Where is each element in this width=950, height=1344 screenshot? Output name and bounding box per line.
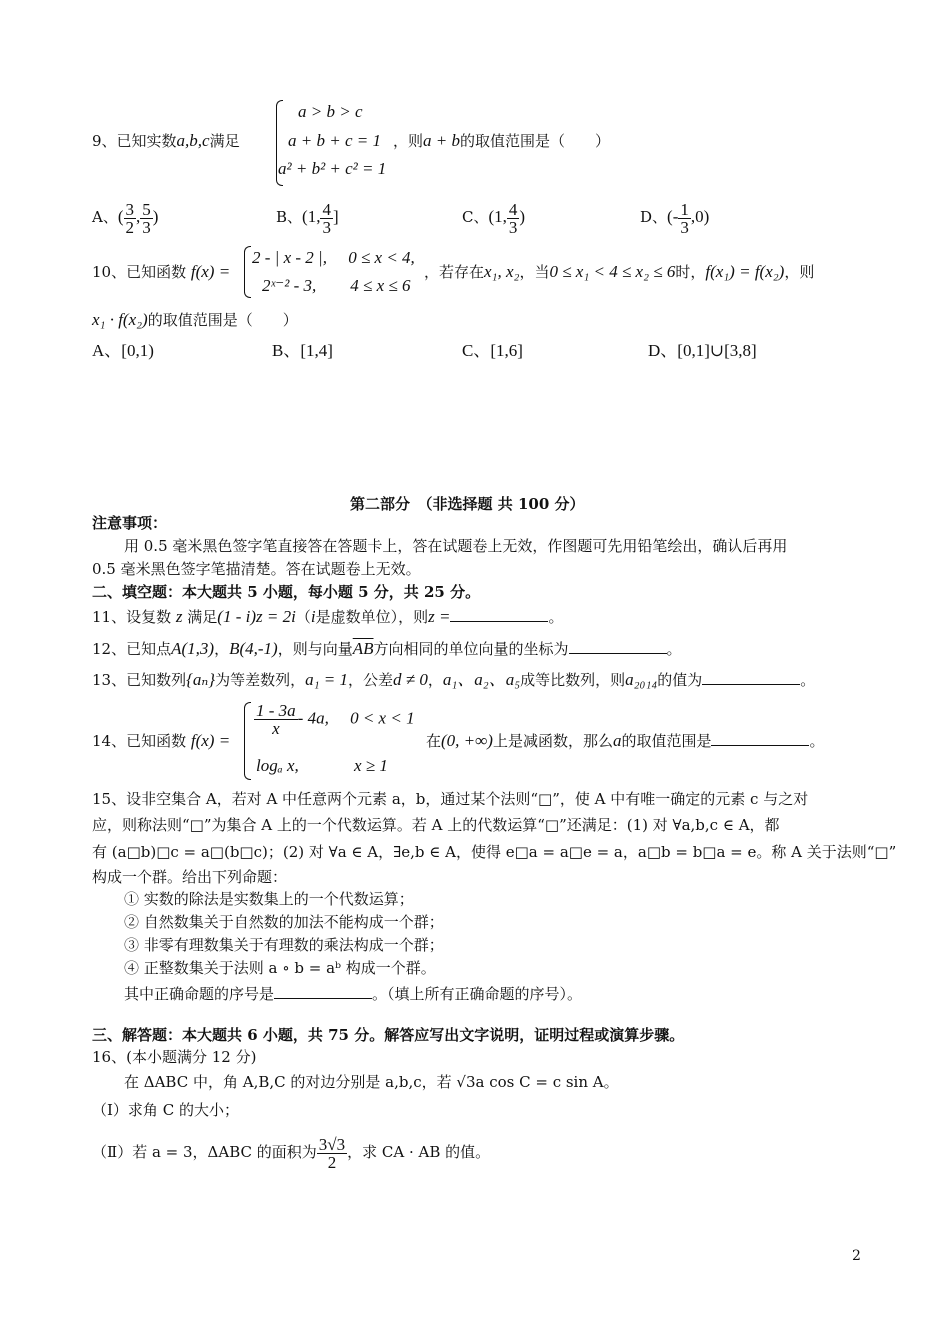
q9-opt-a-r: ) bbox=[152, 207, 159, 226]
q9-opt-d-label: D、 bbox=[640, 208, 668, 226]
q16-p2b: ，求 CA · AB 的值。 bbox=[347, 1143, 491, 1161]
q14-fx: f(x) = bbox=[190, 731, 231, 750]
q12 bbox=[92, 639, 682, 659]
q10-mid3: 时， bbox=[675, 263, 706, 281]
q10-case-2: 2ˣ⁻² - 3, 4 ≤ x ≤ 6 bbox=[262, 276, 411, 295]
q9-opt-d-r: ,0) bbox=[690, 207, 710, 226]
q9-vars: a,b,c bbox=[176, 131, 210, 150]
q9-opt-b-label: B、 bbox=[276, 208, 303, 226]
q14-c1r: - 4a, 0 < x < 1 bbox=[297, 708, 415, 728]
q11-b: 满足 bbox=[187, 608, 218, 626]
q10-cond: 0 ≤ x₁ < 4 ≤ x₂ ≤ 6 bbox=[549, 262, 676, 281]
q13-g: 的值为 bbox=[657, 671, 703, 689]
q12-sep: ， bbox=[214, 640, 230, 658]
q14-case-1 bbox=[254, 702, 415, 737]
q16-stem: 在 ΔABC 中，角 A,B,C 的对边分别是 a,b,c，若 √3a cos C = c sin A。 bbox=[124, 1073, 619, 1091]
q11-end: 。 bbox=[548, 608, 564, 626]
q13-c: ，公差 bbox=[348, 671, 394, 689]
q9-opt-a-label: A、 bbox=[92, 208, 118, 226]
q15-line-1: 15、设非空集合 A，若对 A 中任意两个元素 a，b，通过某个法则“□”，使 A 中有唯一确定的元素 c 与之对 bbox=[92, 790, 809, 808]
q12-b: ，则与向量 bbox=[277, 640, 353, 658]
q9-opt-d-l: (- bbox=[667, 207, 679, 226]
q16-frac bbox=[317, 1136, 347, 1171]
q9-prefix: 9、已知实数 bbox=[92, 132, 177, 150]
q11 bbox=[92, 607, 563, 627]
q9-tail: 的取值范围是（ ） bbox=[460, 132, 611, 150]
q11-c: （ bbox=[295, 608, 311, 626]
q10-prefix: 10、已知函数 bbox=[92, 263, 187, 281]
q14-case1-frac bbox=[254, 702, 298, 737]
q10-case-1: 2 - | x - 2 |, 0 ≤ x < 4, bbox=[252, 248, 415, 267]
q9-opt-a-f2d: 3 bbox=[142, 217, 151, 237]
q9-expr: a + b bbox=[423, 131, 460, 150]
q11-answer-blank[interactable] bbox=[450, 607, 548, 622]
q13-seq: {aₙ} bbox=[186, 670, 216, 689]
q9-opt-d-frac bbox=[678, 201, 691, 236]
q16-part-2 bbox=[92, 1132, 490, 1172]
q14-interval: (0, +∞) bbox=[441, 731, 493, 750]
q9-opt-a-sep: , bbox=[136, 207, 141, 226]
q13-f: 成等比数列，则 bbox=[520, 671, 626, 689]
q9-after: ，则 bbox=[393, 132, 424, 150]
q10-line2-tail: 的取值范围是（ ） bbox=[147, 311, 298, 329]
notice-body-2: 0.5 毫米黑色签字笔描清楚。答在试题卷上无效。 bbox=[92, 560, 421, 578]
q15-item-2: ② 自然数集关于自然数的加法不能构成一个群； bbox=[124, 913, 444, 931]
q9-opt-c-l: (1, bbox=[488, 207, 507, 226]
q9-sys-3: a² + b² + c² = 1 bbox=[278, 159, 387, 178]
q9-mid: 满足 bbox=[209, 132, 240, 150]
q16-part-1: （Ⅰ）求角 C 的大小； bbox=[92, 1101, 239, 1119]
q9-opt-b bbox=[276, 197, 339, 237]
q14-case-2: logₐ x, x ≥ 1 bbox=[256, 756, 388, 775]
q10-line2-expr: x₁ · f(x₂) bbox=[92, 310, 148, 329]
q9-sys-2: a + b + c = 1 bbox=[288, 131, 381, 150]
notice-body-1: 用 0.5 毫米黑色签字笔直接答在答题卡上，答在试题卷上无效，作图题可先用铅笔绘出，确认后再用 bbox=[124, 537, 788, 555]
q10-tail-line bbox=[424, 262, 814, 282]
q13-b: 为等差数列， bbox=[215, 671, 306, 689]
q15-final-a: 其中正确命题的序号是 bbox=[124, 985, 275, 1003]
q10-fx: f(x) = bbox=[190, 262, 231, 281]
q13-e: ， bbox=[427, 671, 443, 689]
q9-line bbox=[92, 131, 240, 151]
q9-opt-c-f1d: 3 bbox=[508, 217, 518, 237]
q9-opt-c bbox=[462, 197, 525, 237]
q9-opt-c-r: ) bbox=[519, 207, 526, 226]
q9-opt-b-f1n: 4 bbox=[322, 199, 331, 219]
page-number: 2 bbox=[852, 1248, 861, 1264]
q10-opt-a: A、[0,1) bbox=[92, 341, 154, 360]
q12-end: 。 bbox=[666, 640, 682, 658]
q9-opt-a-f1d: 2 bbox=[125, 217, 135, 237]
q14-end: 。 bbox=[809, 732, 825, 750]
q9-opt-a-l: ( bbox=[117, 207, 124, 226]
q15-line-3: 有 (a□b)□c = a□(b□c)；(2) 对 ∀a ∈ A，∃e,b ∈ A，使得 e□a = a□e = a，a□b = b□a = e。称 A 关于法则“□” bbox=[92, 843, 897, 861]
q9-tail-line bbox=[393, 131, 610, 151]
q10-eq: f(x₁) = f(x₂) bbox=[705, 262, 785, 281]
q11-ans: z = bbox=[428, 607, 451, 626]
q12-p1: A(1,3) bbox=[171, 639, 215, 658]
q16-p2n: 3√3 bbox=[318, 1134, 346, 1154]
q14-d: 的取值范围是 bbox=[621, 732, 712, 750]
q12-c: 方向相同的单位向量的坐标为 bbox=[373, 640, 569, 658]
q14-c1d: x bbox=[272, 719, 280, 738]
q15-final bbox=[124, 984, 582, 1004]
q10-line2 bbox=[92, 310, 298, 330]
q10-tail: ，则 bbox=[784, 263, 815, 281]
q10-line bbox=[92, 262, 230, 282]
q9-opt-d-f1d: 3 bbox=[680, 217, 689, 237]
q14-c1n: 1 - 3a bbox=[256, 701, 296, 720]
q14-brace bbox=[244, 702, 251, 780]
q9-opt-c-label: C、 bbox=[462, 208, 489, 226]
q9-opt-a-f2n: 5 bbox=[142, 199, 151, 219]
q9-opt-a bbox=[92, 197, 158, 237]
q13-a1: a₁ = 1 bbox=[305, 670, 348, 689]
q9-opt-a-frac1 bbox=[124, 201, 137, 236]
q13-answer-blank[interactable] bbox=[702, 670, 800, 685]
q12-p2: B(4,-1) bbox=[229, 639, 278, 658]
q13 bbox=[92, 670, 815, 690]
q13-end: 。 bbox=[800, 671, 816, 689]
q9-opt-b-f1d: 3 bbox=[322, 217, 331, 237]
q12-vector: $\overline{AB}$ bbox=[352, 639, 374, 658]
q16-p2a: （Ⅱ）若 a = 3，ΔABC 的面积为 bbox=[92, 1143, 317, 1161]
q11-a: 11、设复数 bbox=[92, 608, 172, 626]
q16-p2d: 2 bbox=[327, 1152, 337, 1172]
q9-opt-b-l: (1, bbox=[302, 207, 321, 226]
q9-opt-a-frac2 bbox=[140, 201, 153, 236]
q14-tail bbox=[426, 731, 824, 751]
q9-opt-a-f1n: 3 bbox=[125, 199, 135, 219]
q10-xs: x₁, x₂ bbox=[484, 262, 520, 281]
q14-av: a bbox=[612, 731, 622, 750]
q16-head: 16、(本小题满分 12 分) bbox=[92, 1048, 257, 1066]
q13-a: 13、已知数列 bbox=[92, 671, 187, 689]
q9-opt-d bbox=[640, 197, 709, 237]
q10-opt-b: B、[1,4] bbox=[272, 341, 333, 360]
q14-b: 在 bbox=[426, 732, 442, 750]
q9-opt-c-frac bbox=[507, 201, 520, 236]
section-3-heading: 三、解答题：本大题共 6 小题，共 75 分。解答应写出文字说明，证明过程或演算步骤。 bbox=[92, 1026, 685, 1044]
q9-opt-c-f1n: 4 bbox=[508, 199, 518, 219]
q10-brace bbox=[244, 246, 251, 298]
q11-eq: (1 - i)z = 2i bbox=[217, 607, 296, 626]
q15-answer-blank[interactable] bbox=[274, 984, 372, 999]
q10-mid2: ，当 bbox=[519, 263, 550, 281]
q10-mid: ，若存在 bbox=[424, 263, 485, 281]
q9-opt-b-frac bbox=[320, 201, 333, 236]
notice-heading: 注意事项： bbox=[92, 514, 168, 532]
q10-opt-c: C、[1,6] bbox=[462, 341, 523, 360]
q15-line-2: 应，则称法则“□”为集合 A 上的一个代数运算。若 A 上的代数运算“□”还满足：(1) 对 ∀a,b,c ∈ A，都 bbox=[92, 816, 780, 834]
q15-item-1: ① 实数的除法是实数集上的一个代数运算； bbox=[124, 890, 414, 908]
q12-a: 12、已知点 bbox=[92, 640, 172, 658]
q14-answer-blank[interactable] bbox=[711, 731, 809, 746]
q13-terms: a₁、a₂、a₅ bbox=[442, 670, 521, 689]
q15-line-4: 构成一个群。给出下列命题： bbox=[92, 868, 288, 886]
q15-item-3: ③ 非零有理数集关于有理数的乘法构成一个群； bbox=[124, 936, 444, 954]
q13-t: a₂₀₁₄ bbox=[625, 670, 658, 689]
q9-opt-d-f1n: 1 bbox=[680, 199, 689, 219]
part2-title: 第二部分 （非选择题 共 100 分） bbox=[350, 495, 585, 513]
q15-item-4: ④ 正整数集关于法则 a ∘ b = aᵇ 构成一个群。 bbox=[124, 959, 436, 977]
q11-z: z bbox=[175, 607, 183, 626]
q14-c: 上是减函数，那么 bbox=[492, 732, 613, 750]
q11-d: 是虚数单位），则 bbox=[315, 608, 429, 626]
q15-final-b: 。（填上所有正确命题的序号）。 bbox=[372, 985, 583, 1003]
q13-d: d ≠ 0 bbox=[393, 670, 428, 689]
q12-answer-blank[interactable] bbox=[569, 639, 667, 654]
q9-opt-b-r: ] bbox=[332, 207, 339, 226]
q11-i: i bbox=[310, 607, 316, 626]
q14-line bbox=[92, 731, 230, 751]
q9-sys-1: a > b > c bbox=[298, 102, 363, 121]
q10-opt-d: D、[0,1]∪[3,8] bbox=[648, 341, 757, 360]
section-2-heading: 二、填空题：本大题共 5 小题，每小题 5 分，共 25 分。 bbox=[92, 583, 481, 601]
q14-a: 14、已知函数 bbox=[92, 732, 187, 750]
